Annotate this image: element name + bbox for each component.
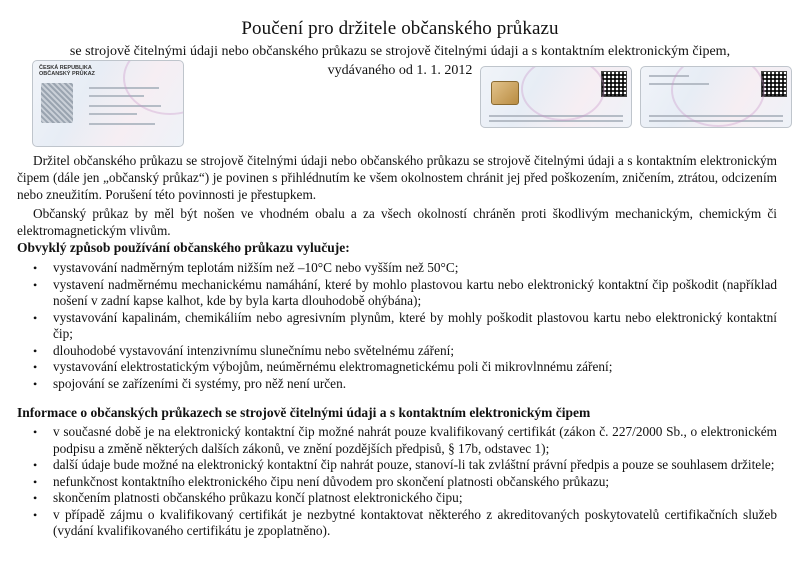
intro-paragraph-2: Občanský průkaz by měl být nošen ve vhodném obalu a za všech okolností chráněn proti škodlivým mechanickým, chemickým či elektromagnetickým vlivům. (17, 206, 777, 238)
list-item: • v případě zájmu o kvalifikovaný certifikát je nezbytné kontaktovat některého z akreditovaných poskytovatelů certifikačních služeb (vydání kvalifikovaného certifikátu je zpoplatněno). (33, 506, 777, 538)
card-qr-code (601, 71, 627, 97)
bullet-icon: • (33, 491, 38, 505)
bullet-icon: • (33, 343, 38, 358)
section-2-heading: Informace o občanských průkazech se strojově čitelnými údaji a s kontaktním elektronickým čipem (17, 405, 591, 420)
bullet-icon: • (33, 310, 38, 325)
list-item: • skončením platnosti občanského průkazu končí platnost elektronického čipu; (33, 490, 463, 505)
bullet-icon: • (33, 507, 38, 522)
card-text-line (89, 123, 155, 125)
section-1-list (17, 260, 777, 392)
list-item: • vystavování nadměrným teplotám nižším než –10°C nebo vyšším než 50°C; (33, 260, 459, 275)
card-header-country: ČESKÁ REPUBLIKA (39, 65, 92, 71)
id-card-back-image (640, 66, 792, 128)
bullet-icon: • (33, 261, 38, 275)
bullet-icon: • (33, 474, 38, 489)
bullet-icon: • (33, 277, 38, 292)
list-item: • spojování se zařízeními či systémy, pro něž není určen. (33, 375, 347, 391)
page-title: Poučení pro držitele občanského průkazu (241, 18, 559, 39)
list-item: • v současné době je na elektronický kontaktní čip možné nahrát pouze kvalifikovaný certifikát (zákon č. 227/2000 Sb., o elektronickém podpisu a změně některých dalších zákonů, ve znění pozdějších předpisů, § 17b, odstavec 1); (33, 424, 777, 456)
section-2-list (17, 424, 777, 540)
card-photo-placeholder (41, 83, 73, 123)
bullet-icon: • (33, 376, 38, 391)
list-item: • další údaje bude možné na elektronický kontaktní čip nahrát pouze, stanoví-li tak zvláštní právní předpis a pouze se souhlasem držitele; (33, 457, 775, 472)
card-qr-code (761, 71, 787, 97)
list-item: • dlouhodobé vystavování intenzivnímu slunečnímu nebo světelnému záření; (33, 342, 455, 358)
card-header-document: OBČANSKÝ PRŮKAZ (39, 71, 95, 77)
list-item: • vystavení nadměrnému mechanickému namáhání, které by mohlo plastovou kartu nebo elektronický kontaktní čip poškodit (například nošení v zadní kapse kalhot, kde by byla karta dlouhodobě ohýbána); (33, 276, 777, 308)
subtitle-line-1: se strojově čitelnými údaji nebo občanského průkazu se strojově čitelnými údaji a s kontaktním elektronickým čipem, (69, 44, 731, 59)
card-header (39, 65, 95, 77)
card-guilloche (671, 66, 765, 127)
bullet-icon: • (33, 425, 38, 439)
bullet-icon: • (33, 360, 38, 374)
card-chip (491, 81, 519, 105)
id-card-front-image (32, 60, 184, 147)
bullet-icon: • (33, 458, 38, 472)
list-item: • vystavování kapalinám, chemikáliím nebo agresivním plynům, které by mohly poškodit plastovou kartu nebo elektronický kontaktní čip; (33, 309, 777, 341)
intro-paragraph-1: Držitel občanského průkazu se strojově čitelnými údaji nebo občanského průkazu se strojově čitelnými údaji a s kontaktním elektronickým čipem (dále jen „občanský průkaz“) je povinen s přihlédnutím ke všem okolnostem chránit jej před poškozením, zničením, ztrátou, odcizením nebo zneužitím. Porušení této povinnosti je přestupkem. (17, 153, 777, 202)
list-item: • vystavování elektrostatickým výbojům, neúměrnému elektromagnetickému poli či mikrovlnnému záření; (33, 359, 613, 374)
section-1-heading: Obvyklý způsob používání občanského průkazu vylučuje: (17, 240, 350, 255)
id-card-back-chip-image (480, 66, 632, 128)
card-text-line (89, 113, 137, 115)
list-item: • nefunkčnost kontaktního elektronického čipu není důvodem pro skončení platnosti občanského průkazu; (33, 473, 610, 489)
subtitle-line-2: vydávaného od 1. 1. 2012 (327, 63, 473, 78)
card-guilloche (521, 66, 605, 121)
